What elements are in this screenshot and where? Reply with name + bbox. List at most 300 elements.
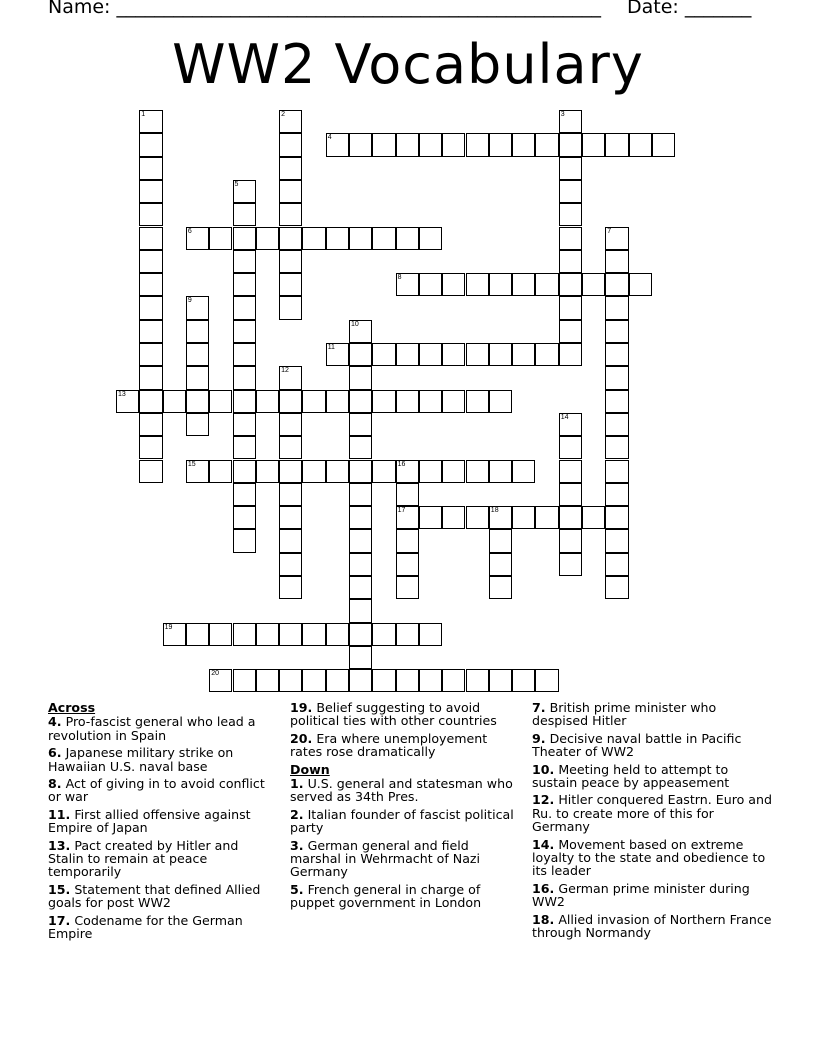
clue-num: 12.: [532, 792, 555, 808]
grid-cell[interactable]: [233, 669, 256, 692]
clue-number: 9: [187, 297, 192, 305]
grid-cell[interactable]: [605, 366, 628, 389]
grid-cell[interactable]: [279, 529, 302, 552]
clues-column-1: [48, 701, 270, 945]
grid-cell[interactable]: [186, 227, 209, 250]
grid-cell[interactable]: [605, 227, 628, 250]
grid-cell[interactable]: [419, 343, 442, 366]
grid-cell[interactable]: [372, 133, 395, 156]
grid-cell[interactable]: [582, 506, 605, 529]
grid-cell[interactable]: [372, 390, 395, 413]
grid-cell[interactable]: [349, 506, 372, 529]
clue-number: 20: [211, 670, 219, 678]
clue-text: British prime minister who despised Hitler: [532, 700, 717, 729]
grid-cell[interactable]: [139, 157, 162, 180]
clue-number: 2: [281, 111, 285, 118]
grid-cell[interactable]: [466, 273, 489, 296]
clue-num: 11.: [48, 806, 71, 822]
clue: [48, 808, 270, 835]
grid-cell[interactable]: [349, 366, 372, 389]
clue: [290, 732, 520, 759]
grid-cell[interactable]: [559, 250, 582, 273]
clue-text: Allied invasion of Northern France through Normandy: [532, 911, 772, 941]
grid-cell[interactable]: [186, 390, 209, 413]
grid-cell[interactable]: [349, 133, 372, 156]
clue: [532, 763, 772, 790]
grid-cell[interactable]: [349, 343, 372, 366]
clue-num: 6.: [48, 745, 62, 761]
grid-cell[interactable]: [396, 273, 419, 296]
grid-cell[interactable]: [535, 273, 558, 296]
grid-cell[interactable]: [186, 460, 209, 483]
clue-text: Japanese military strike on Hawaiian U.S. naval base: [48, 745, 234, 774]
grid-cell[interactable]: [186, 343, 209, 366]
grid-cell[interactable]: [419, 273, 442, 296]
grid-cell[interactable]: [279, 366, 302, 389]
clue-text: German prime minister during WW2: [532, 880, 750, 910]
grid-cell[interactable]: [256, 623, 279, 646]
grid-cell[interactable]: [559, 343, 582, 366]
clue-text: Belief suggesting to avoid political ties with other countries: [290, 700, 497, 729]
grid-cell[interactable]: [349, 646, 372, 669]
grid-cell[interactable]: [559, 273, 582, 296]
grid-cell[interactable]: [489, 460, 512, 483]
grid-cell[interactable]: [326, 669, 349, 692]
grid-cell[interactable]: [559, 506, 582, 529]
grid-cell[interactable]: [279, 157, 302, 180]
grid-cell[interactable]: [535, 669, 558, 692]
grid-cell[interactable]: [279, 250, 302, 273]
grid-cell[interactable]: [186, 623, 209, 646]
grid-cell[interactable]: [349, 529, 372, 552]
grid-cell[interactable]: [279, 390, 302, 413]
grid-cell[interactable]: [186, 366, 209, 389]
grid-cell[interactable]: [559, 110, 582, 133]
clue: [532, 732, 772, 759]
grid-cell[interactable]: [256, 669, 279, 692]
clue-text: French general in charge of puppet government in London: [290, 881, 482, 911]
grid-cell[interactable]: [186, 413, 209, 436]
clues-column-3: [532, 701, 772, 944]
grid-cell[interactable]: [605, 390, 628, 413]
grid-cell[interactable]: [139, 320, 162, 343]
grid-cell[interactable]: [605, 483, 628, 506]
clue: [532, 793, 772, 833]
grid-cell[interactable]: [326, 227, 349, 250]
grid-cell[interactable]: [139, 227, 162, 250]
grid-cell[interactable]: [582, 273, 605, 296]
clue-num: 5.: [290, 881, 304, 897]
grid-cell[interactable]: [233, 436, 256, 459]
clue-number: 7: [607, 227, 612, 235]
grid-cell[interactable]: [419, 227, 442, 250]
grid-cell[interactable]: [605, 320, 628, 343]
grid-cell[interactable]: [279, 506, 302, 529]
grid-cell[interactable]: [605, 460, 628, 483]
clue-number: 3: [560, 111, 565, 118]
grid-cell[interactable]: [372, 460, 395, 483]
grid-cell[interactable]: [396, 506, 419, 529]
clue-num: 8.: [48, 776, 62, 792]
grid-cell[interactable]: [326, 460, 349, 483]
grid-cell[interactable]: [233, 343, 256, 366]
clue-num: 18.: [532, 911, 555, 927]
grid-cell[interactable]: [233, 413, 256, 436]
clue-text: Movement based on extreme loyalty to the state and obedience to its leader: [532, 836, 766, 879]
clue-text: Codename for the German Empire: [48, 912, 243, 942]
grid-cell[interactable]: [209, 390, 232, 413]
clue-num: 16.: [532, 880, 555, 896]
grid-cell[interactable]: [139, 203, 162, 226]
clue-num: 20.: [290, 730, 313, 746]
grid-cell[interactable]: [116, 390, 139, 413]
grid-cell[interactable]: [512, 669, 535, 692]
grid-cell[interactable]: [186, 296, 209, 319]
clue-number: 14: [560, 413, 569, 421]
clue: [48, 883, 270, 910]
grid-cell[interactable]: [559, 133, 582, 156]
grid-cell[interactable]: [302, 227, 325, 250]
clue-num: 4.: [48, 714, 62, 730]
grid-cell[interactable]: [442, 133, 465, 156]
grid-cell[interactable]: [396, 133, 419, 156]
grid-cell[interactable]: [349, 413, 372, 436]
grid-cell[interactable]: [559, 483, 582, 506]
grid-cell[interactable]: [512, 273, 535, 296]
grid-cell[interactable]: [302, 460, 325, 483]
grid-cell[interactable]: [442, 390, 465, 413]
page-title: WW2 Vocabulary: [172, 33, 644, 96]
grid-cell[interactable]: [139, 110, 162, 133]
grid-cell[interactable]: [139, 273, 162, 296]
clue-num: 1.: [290, 776, 304, 792]
grid-cell[interactable]: [139, 436, 162, 459]
grid-cell[interactable]: [279, 133, 302, 156]
grid-cell[interactable]: [489, 273, 512, 296]
grid-cell[interactable]: [396, 669, 419, 692]
grid-cell[interactable]: [605, 506, 628, 529]
grid-cell[interactable]: [559, 436, 582, 459]
grid-cell[interactable]: [233, 506, 256, 529]
grid-cell[interactable]: [139, 366, 162, 389]
grid-cell[interactable]: [489, 506, 512, 529]
grid-cell[interactable]: [396, 623, 419, 646]
grid-cell[interactable]: [466, 506, 489, 529]
grid-cell[interactable]: [279, 273, 302, 296]
clue-num: 19.: [290, 700, 313, 715]
clue-text: Hitler conquered Eastrn. Euro and Ru. to create more of this for Germany: [532, 792, 772, 835]
grid-cell[interactable]: [163, 390, 186, 413]
grid-cell[interactable]: [326, 623, 349, 646]
grid-cell[interactable]: [233, 390, 256, 413]
grid-cell[interactable]: [233, 623, 256, 646]
grid-cell[interactable]: [652, 133, 675, 156]
grid-cell[interactable]: [302, 669, 325, 692]
grid-cell[interactable]: [605, 413, 628, 436]
grid-cell[interactable]: [466, 390, 489, 413]
clue-text: U.S. general and statesman who served as 34th Pres.: [290, 776, 513, 805]
grid-cell[interactable]: [139, 133, 162, 156]
clue-text: Pact created by Hitler and Stalin to remain at peace temporarily: [48, 837, 239, 880]
grid-cell[interactable]: [139, 413, 162, 436]
grid-cell[interactable]: [396, 576, 419, 599]
grid-cell[interactable]: [326, 343, 349, 366]
grid-cell[interactable]: [279, 413, 302, 436]
clue-text: Statement that defined Allied goals for post WW2: [48, 881, 261, 911]
grid-cell[interactable]: [605, 436, 628, 459]
grid-cell[interactable]: [512, 506, 535, 529]
grid-cell[interactable]: [349, 623, 372, 646]
grid-cell[interactable]: [396, 553, 419, 576]
grid-cell[interactable]: [605, 296, 628, 319]
grid-cell[interactable]: [233, 273, 256, 296]
grid-cell[interactable]: [489, 133, 512, 156]
grid-cell[interactable]: [442, 669, 465, 692]
grid-cell[interactable]: [559, 203, 582, 226]
grid-cell[interactable]: [279, 483, 302, 506]
grid-cell[interactable]: [139, 460, 162, 483]
grid-cell[interactable]: [605, 133, 628, 156]
grid-cell[interactable]: [279, 227, 302, 250]
grid-cell[interactable]: [233, 296, 256, 319]
grid-cell[interactable]: [629, 273, 652, 296]
grid-cell[interactable]: [349, 483, 372, 506]
grid-cell[interactable]: [442, 506, 465, 529]
clue: [532, 913, 772, 940]
grid-cell[interactable]: [559, 553, 582, 576]
clue-number: 15: [187, 460, 196, 468]
grid-cell[interactable]: [209, 669, 232, 692]
grid-cell[interactable]: [605, 553, 628, 576]
clue-num: 9.: [532, 730, 546, 746]
grid-cell[interactable]: [279, 436, 302, 459]
grid-cell[interactable]: [139, 343, 162, 366]
grid-cell[interactable]: [559, 157, 582, 180]
grid-cell[interactable]: [279, 203, 302, 226]
clue-number: 1: [141, 111, 146, 118]
clue-number: 18: [490, 507, 499, 515]
grid-cell[interactable]: [233, 366, 256, 389]
grid-cell[interactable]: [559, 460, 582, 483]
clue-number: 19: [164, 623, 173, 631]
grid-cell[interactable]: [279, 576, 302, 599]
grid-cell[interactable]: [559, 296, 582, 319]
grid-cell[interactable]: [489, 390, 512, 413]
clue-number: 5: [234, 180, 239, 188]
grid-cell[interactable]: [349, 669, 372, 692]
clue: [290, 777, 520, 804]
clue-num: 10.: [532, 761, 555, 777]
grid-cell[interactable]: [302, 623, 325, 646]
clue-num: 17.: [48, 912, 71, 928]
grid-cell[interactable]: [559, 227, 582, 250]
clue-number: 8: [397, 274, 402, 282]
grid-cell[interactable]: [233, 227, 256, 250]
grid-cell[interactable]: [629, 133, 652, 156]
grid-cell[interactable]: [535, 506, 558, 529]
grid-cell[interactable]: [279, 669, 302, 692]
grid-cell[interactable]: [489, 529, 512, 552]
clues-column-2: [290, 701, 520, 914]
grid-cell[interactable]: [605, 343, 628, 366]
clue-num: 7.: [532, 700, 546, 715]
grid-cell[interactable]: [396, 227, 419, 250]
grid-cell[interactable]: [372, 669, 395, 692]
grid-cell[interactable]: [559, 529, 582, 552]
grid-cell[interactable]: [326, 390, 349, 413]
clue-number: 17: [397, 507, 406, 515]
clue-text: Act of giving in to avoid conflict or war: [48, 776, 265, 805]
grid-cell[interactable]: [489, 576, 512, 599]
grid-cell[interactable]: [279, 180, 302, 203]
grid-cell[interactable]: [466, 669, 489, 692]
clue-text: Italian founder of fascist political party: [290, 806, 514, 836]
clue: [532, 882, 772, 909]
grid-cell[interactable]: [396, 483, 419, 506]
clue: [290, 839, 520, 879]
clue-num: 3.: [290, 837, 304, 853]
grid-cell[interactable]: [256, 460, 279, 483]
down-heading: Down: [290, 761, 330, 777]
grid-cell[interactable]: [442, 460, 465, 483]
clue: [48, 746, 270, 773]
grid-cell[interactable]: [279, 623, 302, 646]
across-heading: Across: [48, 700, 96, 715]
grid-cell[interactable]: [349, 599, 372, 622]
grid-cell[interactable]: [489, 343, 512, 366]
clue: [48, 914, 270, 941]
grid-cell[interactable]: [466, 343, 489, 366]
clue-text: Pro-fascist general who lead a revolution in Spain: [48, 714, 256, 743]
grid-cell[interactable]: [419, 133, 442, 156]
grid-cell[interactable]: [349, 576, 372, 599]
name-line: Name: ___________________________________________________: [48, 0, 601, 18]
clue: [48, 839, 270, 879]
grid-cell[interactable]: [419, 623, 442, 646]
grid-cell[interactable]: [512, 133, 535, 156]
grid-cell[interactable]: [279, 296, 302, 319]
clue-num: 13.: [48, 837, 71, 853]
clue: [532, 838, 772, 878]
grid-cell[interactable]: [279, 460, 302, 483]
grid-cell[interactable]: [209, 623, 232, 646]
grid-cell[interactable]: [349, 436, 372, 459]
grid-cell[interactable]: [605, 250, 628, 273]
grid-cell[interactable]: [535, 343, 558, 366]
clue-text: Era where unemployement rates rose dramatically: [290, 730, 488, 760]
grid-cell[interactable]: [489, 553, 512, 576]
grid-cell[interactable]: [139, 180, 162, 203]
grid-cell[interactable]: [139, 250, 162, 273]
grid-cell[interactable]: [559, 320, 582, 343]
grid-cell[interactable]: [139, 390, 162, 413]
grid-cell[interactable]: [233, 203, 256, 226]
grid-cell[interactable]: [163, 623, 186, 646]
grid-cell[interactable]: [256, 390, 279, 413]
grid-cell[interactable]: [349, 460, 372, 483]
clue-num: 14.: [532, 836, 555, 852]
grid-cell[interactable]: [209, 227, 232, 250]
clue: [48, 777, 270, 804]
grid-cell[interactable]: [302, 390, 325, 413]
grid-cell[interactable]: [233, 320, 256, 343]
grid-cell[interactable]: [466, 460, 489, 483]
grid-cell[interactable]: [233, 529, 256, 552]
grid-cell[interactable]: [442, 273, 465, 296]
grid-cell[interactable]: [605, 529, 628, 552]
grid-cell[interactable]: [233, 460, 256, 483]
grid-cell[interactable]: [605, 576, 628, 599]
grid-cell[interactable]: [349, 227, 372, 250]
clue-text: First allied offensive against Empire of Japan: [48, 806, 251, 836]
grid-cell[interactable]: [396, 529, 419, 552]
grid-cell[interactable]: [535, 133, 558, 156]
clue: [290, 883, 520, 910]
clue-num: 15.: [48, 881, 71, 897]
grid-cell[interactable]: [396, 390, 419, 413]
grid-cell[interactable]: [419, 506, 442, 529]
grid-cell[interactable]: [466, 133, 489, 156]
grid-cell[interactable]: [419, 669, 442, 692]
grid-cell[interactable]: [209, 460, 232, 483]
grid-cell[interactable]: [233, 180, 256, 203]
grid-cell[interactable]: [256, 227, 279, 250]
grid-cell[interactable]: [349, 553, 372, 576]
grid-cell[interactable]: [419, 460, 442, 483]
clue: [290, 808, 520, 835]
clue-number: 4: [327, 134, 332, 142]
grid-cell[interactable]: [349, 390, 372, 413]
grid-cell[interactable]: [349, 320, 372, 343]
clue-number: 10: [351, 320, 359, 328]
grid-cell[interactable]: [605, 273, 628, 296]
clue: [532, 701, 772, 728]
grid-cell[interactable]: [372, 227, 395, 250]
grid-cell[interactable]: [582, 133, 605, 156]
clue-text: German general and field marshal in Wehrmacht of Nazi Germany: [290, 837, 481, 880]
clue-number: 12: [281, 367, 289, 375]
clue-number: 6: [187, 227, 192, 235]
grid-cell[interactable]: [186, 320, 209, 343]
clue-text: Meeting held to attempt to sustain peace by appeasement: [532, 761, 730, 791]
clue-text: Decisive naval battle in Pacific Theater of WW2: [532, 730, 742, 760]
grid-cell[interactable]: [279, 553, 302, 576]
grid-cell[interactable]: [372, 623, 395, 646]
grid-cell[interactable]: [512, 460, 535, 483]
grid-cell[interactable]: [396, 343, 419, 366]
grid-cell[interactable]: [442, 343, 465, 366]
clue: [290, 701, 520, 728]
clue-num: 2.: [290, 806, 304, 822]
grid-cell[interactable]: [233, 250, 256, 273]
clue: [48, 715, 270, 742]
grid-cell[interactable]: [512, 343, 535, 366]
clue-number: 13: [118, 390, 126, 398]
grid-cell[interactable]: [372, 343, 395, 366]
grid-cell[interactable]: [419, 390, 442, 413]
grid-cell[interactable]: [396, 460, 419, 483]
grid-cell[interactable]: [559, 180, 582, 203]
grid-cell[interactable]: [139, 296, 162, 319]
grid-cell[interactable]: [559, 413, 582, 436]
grid-cell[interactable]: [489, 669, 512, 692]
clue-number: 11: [327, 344, 335, 351]
grid-cell[interactable]: [326, 133, 349, 156]
date-line: Date: _______: [627, 0, 752, 18]
clue-number: 16: [397, 460, 406, 468]
grid-cell[interactable]: [233, 483, 256, 506]
grid-cell[interactable]: [279, 110, 302, 133]
